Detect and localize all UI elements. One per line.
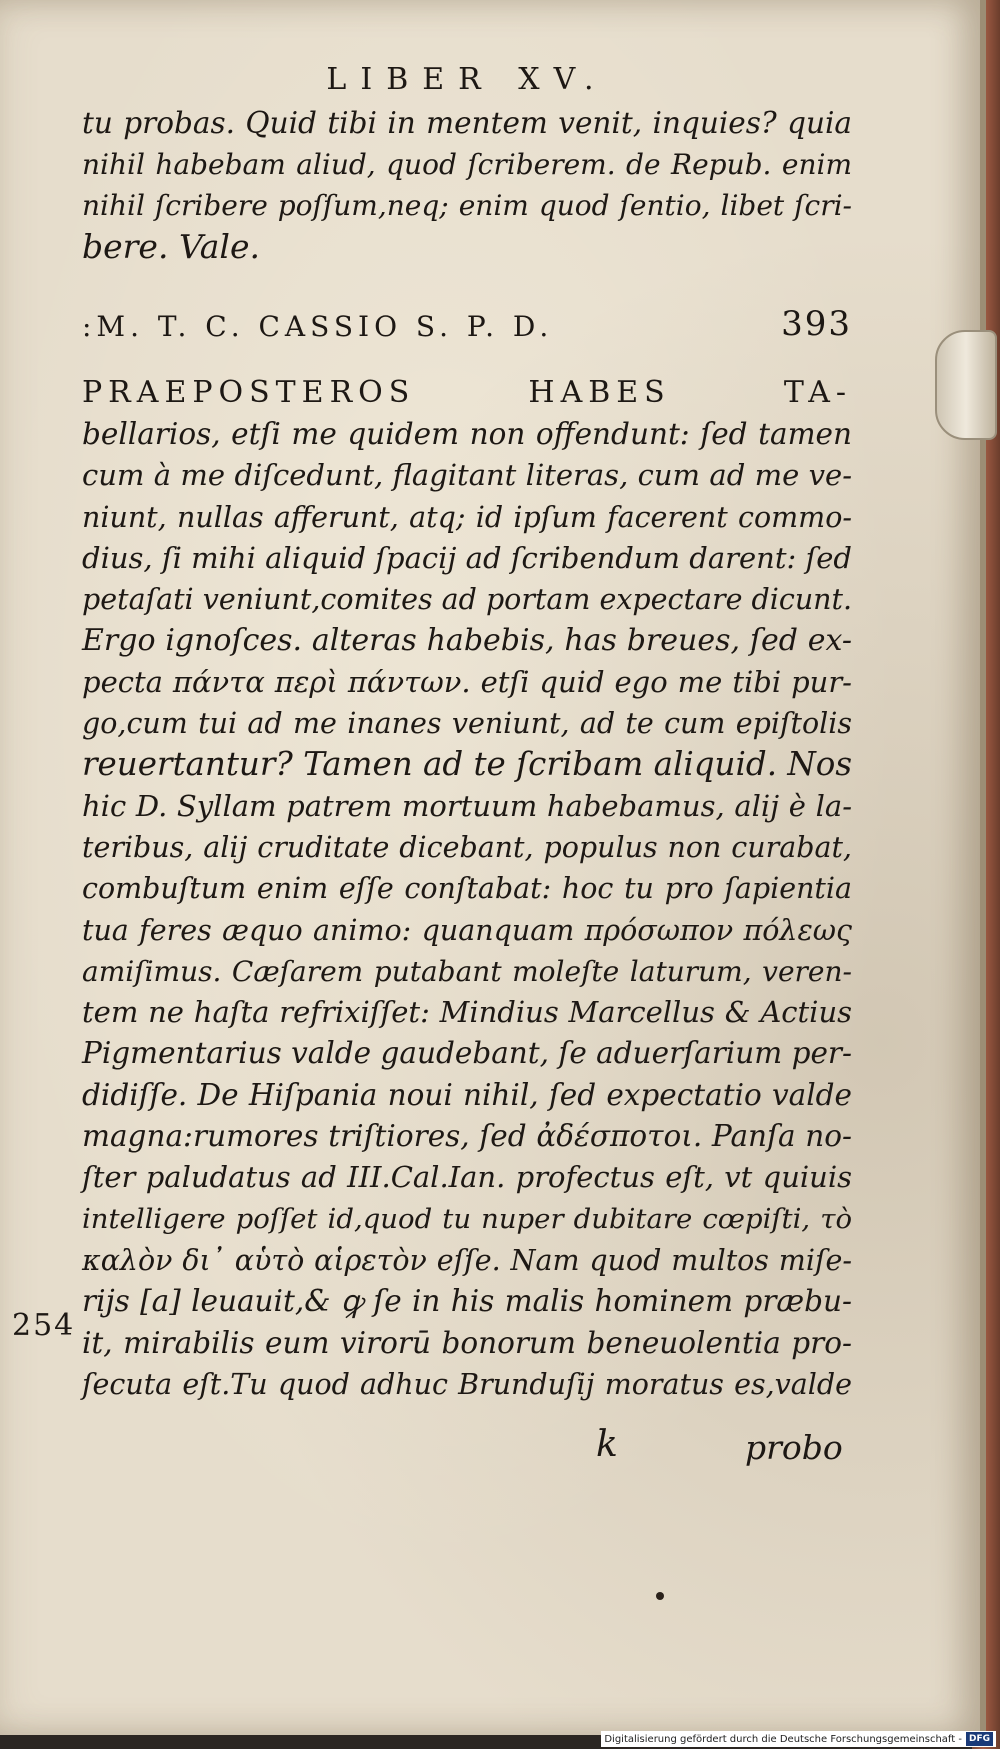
dfg-logo: DFG <box>966 1732 993 1746</box>
text-line: tem ne haſta refrixiſſet: Mindius Marcellus & Actius <box>82 995 852 1030</box>
text-line: Pigmentarius valde gaudebant, ſe aduerſarium per- <box>82 1036 852 1071</box>
text-line: magna:rumores triſtiores, ſed ἀδέσποτοι. Panſa no- <box>82 1119 852 1154</box>
text-line: combuſtum enim eſſe conſtabat: hoc tu pro ſapientia <box>82 872 852 906</box>
text-line: pecta πάντα περὶ πάντων. etſi quid ego me tibi pur- <box>82 664 852 699</box>
text-line: hic D. Syllam patrem mortuum habebamus, alij è la- <box>82 788 852 823</box>
text-line: nihil ſcribere poſſum,neq; enim quod ſentio, libet ſcri- <box>82 189 852 222</box>
text-line: niunt, nullas afferunt, atq; id ipſum facerent commo- <box>82 500 852 534</box>
running-head: LIBER XV. <box>326 62 608 97</box>
text-line: teribus, alij cruditate dicebant, populus non curabat, <box>82 830 852 864</box>
text-line: intelligere poſſet id,quod tu nuper dubitare cœpiſti, τὸ <box>82 1202 852 1235</box>
letter-heading: :M. T. C. CASSIO S. P. D. <box>82 310 554 343</box>
text-line: bellarios, etſi me quidem non offendunt: ſed tamen <box>82 417 852 451</box>
text-line: amiſimus. Cæſarem putabant moleſte laturum, veren- <box>82 954 852 988</box>
letter-body <box>82 372 852 1405</box>
text-line: petaſati veniunt,comites ad portam expectare dicunt. <box>82 583 853 617</box>
signature-mark: k <box>596 1424 618 1465</box>
footer-text: Digitalisierung gefördert durch die Deutsche Forschungsgemeinschaft - <box>604 1733 962 1745</box>
text-line: reuertantur? Tamen ad te ſcribam aliquid. Nos <box>82 745 853 784</box>
margin-annotation-number: 254 <box>12 1308 76 1343</box>
catchword: probo <box>745 1428 843 1467</box>
text-line: tua feres æquo animo: quanquam πρόσωπον πόλεως <box>82 913 852 947</box>
text-line: go,cum tui ad me inanes veniunt, ad te cum epiſtolis <box>82 707 852 741</box>
text-line: καλὸν δι᾽ αὑτὸ αἱρετὸν eſſe. Nam quod multos miſe- <box>82 1243 852 1277</box>
page-top-block <box>82 62 852 267</box>
page-number: 393 <box>781 304 852 344</box>
ink-dot <box>656 1592 664 1600</box>
text-line: bere. Vale. <box>82 227 260 266</box>
text-line: ſter paludatus ad III.Cal.Ian. profectus eſt, vt quiuis <box>82 1160 852 1195</box>
text-line: ſecuta eſt.Tu quod adhuc Brunduſij moratus es,valde <box>82 1367 852 1401</box>
letter-first-line: PRAEPOSTEROS HABES TA- <box>82 375 852 410</box>
text-line: rijs [a] leuauit,& ꝙ ſe in his malis hominem præbu- <box>82 1284 852 1319</box>
text-line: nihil habebam aliud, quod ſcriberem. de Repub. enim <box>82 148 852 181</box>
digitization-footer <box>601 1731 996 1747</box>
text-line: didiſſe. De Hiſpania noui nihil, ſed expectatio valde <box>82 1077 852 1112</box>
text-line: cum à me diſcedunt, flagitant literas, cum ad me ve- <box>82 458 852 493</box>
letter-heading-row <box>82 304 852 344</box>
text-line: tu probas. Quid tibi in mentem venit, inquies? quia <box>82 106 852 140</box>
text-line: Ergo ignoſces. alteras habebis, has breues, ſed ex- <box>82 623 852 659</box>
clasp-tab <box>935 330 997 440</box>
text-line: dius, ſi mihi aliquid ſpacij ad ſcribendum darent: ſed <box>82 540 852 575</box>
text-line: it, mirabilis eum virorū bonorum beneuolentia pro- <box>82 1325 852 1360</box>
